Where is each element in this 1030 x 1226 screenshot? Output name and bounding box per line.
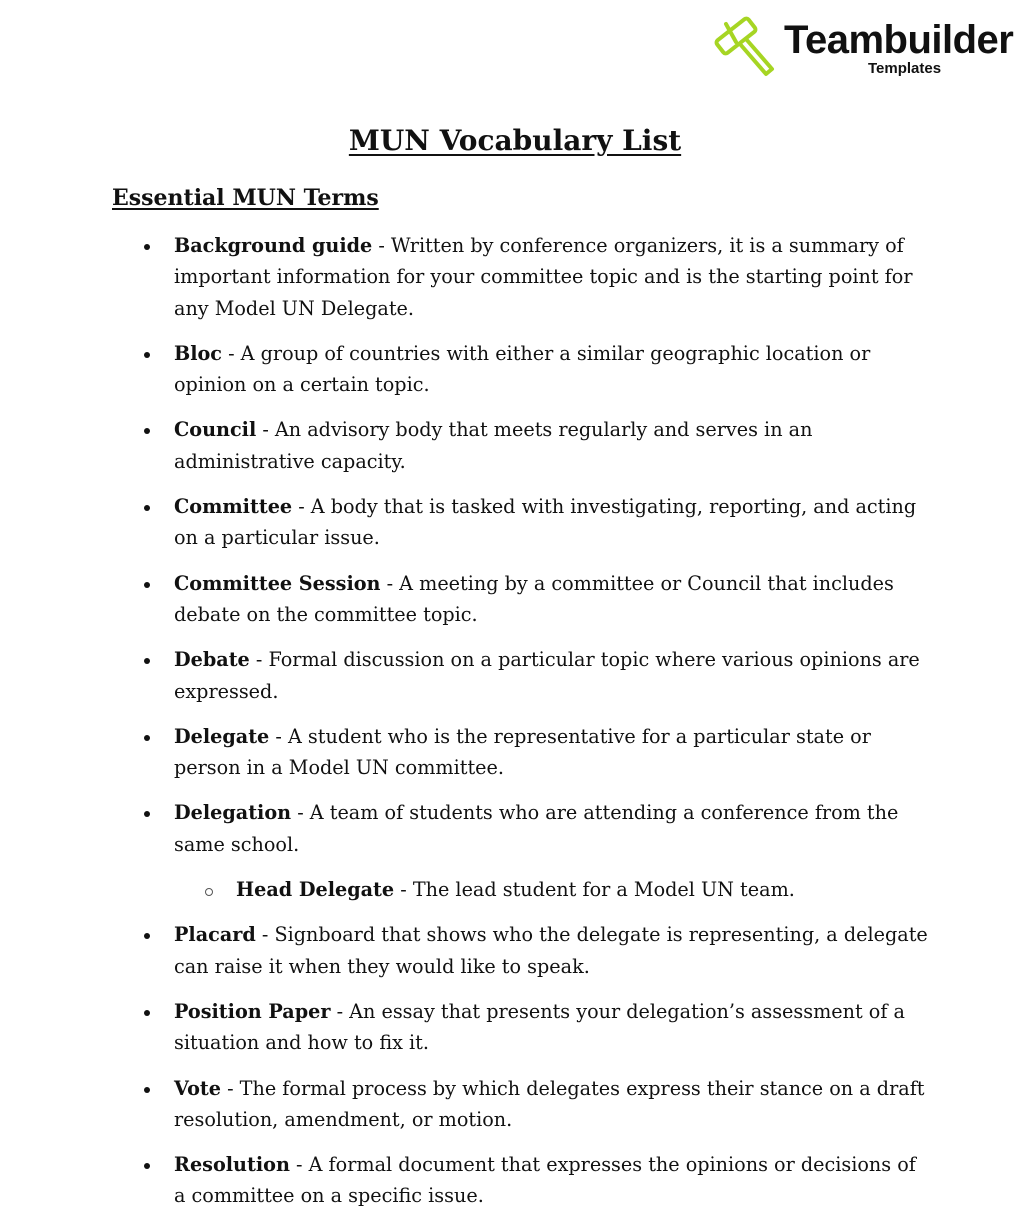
term-definition: - The formal process by which delegates express their stance on a draft resolution, amendment, or motion.	[174, 1076, 925, 1131]
term-name: Council	[174, 418, 257, 442]
term-name: Committee Session	[174, 571, 381, 595]
term-definition: - An advisory body that meets regularly and serves in an administrative capacity.	[174, 418, 813, 473]
term-name: Debate	[174, 648, 250, 672]
list-item	[112, 1073, 932, 1136]
term-definition: - A meeting by a committee or Council that includes debate on the committee topic.	[174, 571, 894, 626]
logo-brand-name: Teambuilder	[784, 18, 1014, 62]
term-definition: - Formal discussion on a particular topic where various opinions are expressed.	[174, 648, 920, 703]
term-definition: - A team of students who are attending a conference from the same school.	[174, 801, 899, 856]
logo-tagline: Templates	[868, 60, 942, 77]
term-name: Bloc	[174, 341, 222, 365]
term-definition: - A body that is tasked with investigating, reporting, and acting on a particular issue.	[174, 495, 917, 550]
list-item	[112, 568, 932, 631]
term-name: Background guide	[174, 234, 373, 257]
teambuilder-logo	[706, 14, 1026, 84]
document-title: MUN Vocabulary List	[348, 124, 682, 157]
term-definition: - A group of countries with either a similar geographic location or opinion on a certain topic.	[174, 341, 871, 397]
list-item	[112, 797, 932, 860]
sub-list-item	[112, 874, 932, 905]
list-item	[112, 996, 932, 1059]
term-name: Placard	[174, 923, 256, 947]
term-definition: - A student who is the representative for a particular state or person in a Model UN committee.	[174, 724, 871, 780]
list-item	[112, 414, 932, 477]
term-name: Delegation	[174, 801, 292, 825]
term-definition: - A formal document that expresses the opinions or decisions of a committee on a specific issue.	[174, 1153, 916, 1208]
terms-list	[112, 230, 932, 1226]
gavel-icon	[706, 14, 782, 84]
term-name: Resolution	[174, 1153, 290, 1177]
term-definition: - An essay that presents your delegation’s assessment of a situation and how to fix it.	[174, 999, 905, 1055]
list-item	[112, 1149, 932, 1212]
list-item	[112, 338, 932, 401]
list-item	[112, 721, 932, 784]
list-item	[112, 644, 932, 707]
term-definition: - The lead student for a Model UN team.	[394, 878, 795, 902]
term-name: Delegate	[174, 724, 270, 748]
section-title: Essential MUN Terms	[112, 185, 379, 211]
term-name: Position Paper	[174, 999, 331, 1023]
list-item	[112, 919, 932, 982]
term-name: Head Delegate	[236, 878, 395, 902]
list-item	[112, 230, 932, 324]
list-item	[112, 491, 932, 554]
term-name: Vote	[174, 1076, 221, 1100]
term-definition: - Written by conference organizers, it is a summary of important information for your committee topic and is the starting point for any Model UN Delegate.	[174, 234, 913, 320]
term-name: Committee	[174, 495, 293, 519]
term-definition: - Signboard that shows who the delegate is representing, a delegate can raise it when they would like to speak.	[174, 923, 928, 978]
